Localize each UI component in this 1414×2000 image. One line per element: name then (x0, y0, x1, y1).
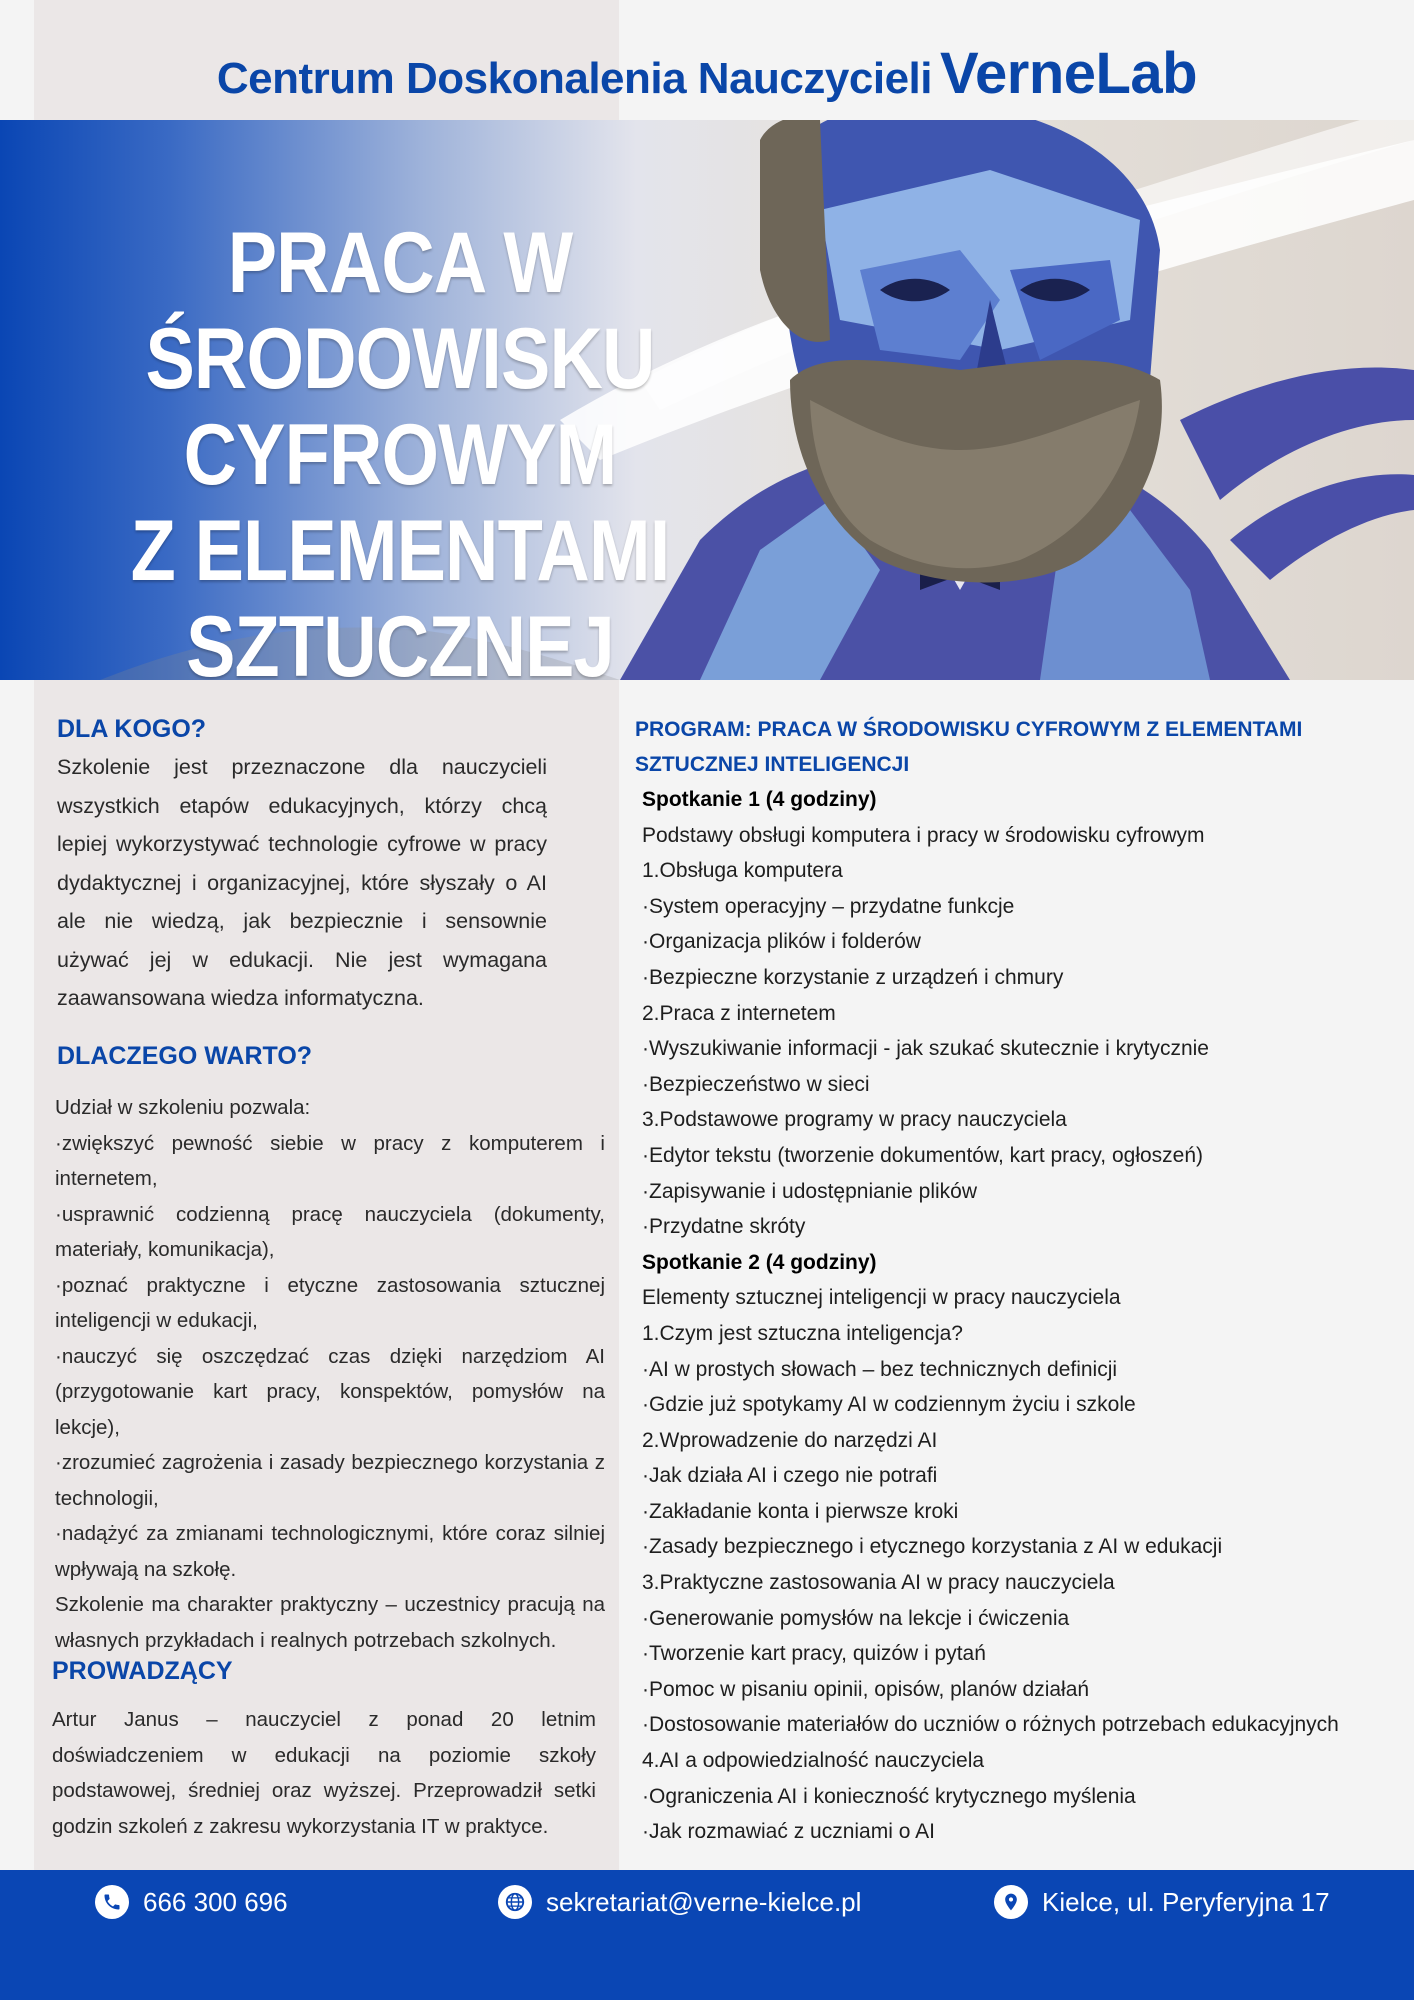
program-line: 3.Praktyczne zastosowania AI w pracy nauczyciela (642, 1571, 1115, 1595)
contact-email (498, 1880, 861, 1924)
trainer-heading: PROWADZĄCY (52, 1657, 233, 1685)
program-line: ·Bezpieczne korzystanie z urządzeń i chmury (642, 965, 1064, 989)
for-whom-text: Szkolenie jest przeznaczone dla nauczycieli wszystkich etapów edukacyjnych, którzy chcą lepiej wykorzystywać technologie cyfrowe w pracy dydaktycznej i organizacyjnej, które słyszały o AI ale nie wiedzą, jak bezpiecznie i sensownie używać jej w edukacji. Nie jest wymagana zaawansowana wiedza informatyczna. (57, 755, 547, 1010)
why-item: ·zrozumieć zagrożenia i zasady bezpiecznego korzystania z technologii, (55, 1451, 605, 1510)
globe-icon (498, 1885, 532, 1919)
program-line: ·Zasady bezpiecznego i etycznego korzystania z AI w edukacji (642, 1535, 1223, 1559)
page-header (0, 40, 1414, 107)
header-title: Centrum Doskonalenia Nauczycieli (216, 54, 932, 103)
program-line: ·Ograniczenia AI i konieczność krytycznego myślenia (642, 1784, 1136, 1808)
program-line: ·Jak działa AI i czego nie potrafi (642, 1464, 938, 1488)
why-item: ·nadążyć za zmianami technologicznymi, które coraz silniej wpływają na szkołę. (55, 1522, 605, 1581)
brand-name: VerneLab (940, 41, 1198, 106)
location-pin-icon (994, 1885, 1028, 1919)
program-line: 1.Obsługa komputera (642, 859, 843, 883)
why-item: ·usprawnić codzienną pracę nauczyciela (dokumenty, materiały, komunikacja), (55, 1202, 605, 1261)
address-text: Kielce, ul. Peryferyjna 17 (1042, 1886, 1330, 1917)
program-line: 4.AI a odpowiedzialność nauczyciela (642, 1749, 985, 1773)
program-line: Podstawy obsługi komputera i pracy w środowisku cyfrowym (642, 823, 1205, 847)
hero-banner (0, 120, 1414, 680)
program-line: ·Zapisywanie i udostępnianie plików (642, 1179, 978, 1203)
phone-number[interactable]: 666 300 696 (143, 1886, 288, 1917)
program-title: PROGRAM: PRACA W ŚRODOWISKU CYFROWYM Z ELEMENTAMI SZTUCZNEJ INTELIGENCJI (635, 718, 1303, 776)
program-list (642, 782, 1342, 1850)
program-line: ·Pomoc w pisaniu opinii, opisów, planów działań (642, 1677, 1090, 1701)
program-meeting-heading: Spotkanie 1 (4 godziny) (642, 788, 877, 811)
for-whom-heading: DLA KOGO? (57, 715, 207, 743)
program-line: ·Gdzie już spotykamy AI w codziennym życiu i szkole (642, 1393, 1136, 1417)
why-intro: Udział w szkoleniu pozwala: (55, 1096, 311, 1119)
program-line: ·Przydatne skróty (642, 1215, 806, 1239)
program-line: ·Zakładanie konta i pierwsze kroki (642, 1499, 959, 1523)
program-meeting-heading: Spotkanie 2 (4 godziny) (642, 1250, 877, 1274)
email-address[interactable]: sekretariat@verne-kielce.pl (546, 1886, 862, 1917)
why-item: ·nauczyć się oszczędzać czas dzięki narzędziom AI (przygotowanie kart pracy, konspektów, pomysłów na lekcje), (55, 1344, 605, 1439)
why-heading: DLACZEGO WARTO? (57, 1042, 313, 1070)
hero-title-line-3: Z ELEMENTAMI (130, 503, 670, 599)
why-summary: Szkolenie ma charakter praktyczny – uczestnicy pracują na własnych przykładach i realnych potrzebach szkolnych. (55, 1593, 605, 1652)
why-item: ·zwiększyć pewność siebie w pracy z komputerem i internetem, (55, 1131, 605, 1190)
program-line: 2.Wprowadzenie do narzędzi AI (642, 1428, 938, 1452)
contact-phone (95, 1880, 288, 1924)
program-line: ·AI w prostych słowach – bez technicznych definicji (642, 1357, 1118, 1381)
program-line: ·Edytor tekstu (tworzenie dokumentów, kart pracy, ogłoszeń) (642, 1143, 1204, 1167)
program-line: ·Wyszukiwanie informacji - jak szukać skutecznie i krytycznie (642, 1037, 1209, 1061)
program-line: ·Dostosowanie materiałów do uczniów o różnych potrzebach edukacyjnych (642, 1713, 1339, 1737)
hero-title-line-1: PRACA W ŚRODOWISKU (145, 215, 655, 407)
trainer-text: Artur Janus – nauczyciel z ponad 20 letnim doświadczeniem w edukacji na poziomie szkoły podstawowej, średniej oraz wyższej. Przeprowadził setki godzin szkoleń z zakresu wykorzystania IT w praktyce. (52, 1708, 596, 1838)
program-line: 2.Praca z internetem (642, 1001, 836, 1025)
program-line: ·Generowanie pomysłów na lekcje i ćwiczenia (642, 1606, 1070, 1630)
contact-address (994, 1880, 1330, 1924)
hero-title (73, 215, 727, 680)
hero-title-line-4: SZTUCZNEJ (186, 599, 614, 680)
program-line: 3.Podstawowe programy w pracy nauczyciela (642, 1108, 1067, 1132)
why-item: ·poznać praktyczne i etyczne zastosowania sztucznej inteligencji w edukacji, (55, 1273, 605, 1332)
program-line: Elementy sztucznej inteligencji w pracy nauczyciela (642, 1286, 1121, 1310)
phone-icon (95, 1885, 129, 1919)
program-line: ·Tworzenie kart pracy, quizów i pytań (642, 1642, 986, 1666)
program-line: ·System operacyjny – przydatne funkcje (642, 894, 1015, 918)
why-list (55, 1090, 605, 1658)
hero-title-line-2: CYFROWYM (183, 407, 617, 503)
program-line: ·Jak rozmawiać z uczniami o AI (642, 1820, 935, 1844)
program-line: ·Bezpieczeństwo w sieci (642, 1072, 870, 1096)
program-line: 1.Czym jest sztuczna inteligencja? (642, 1321, 963, 1345)
program-line: ·Organizacja plików i folderów (642, 930, 921, 954)
